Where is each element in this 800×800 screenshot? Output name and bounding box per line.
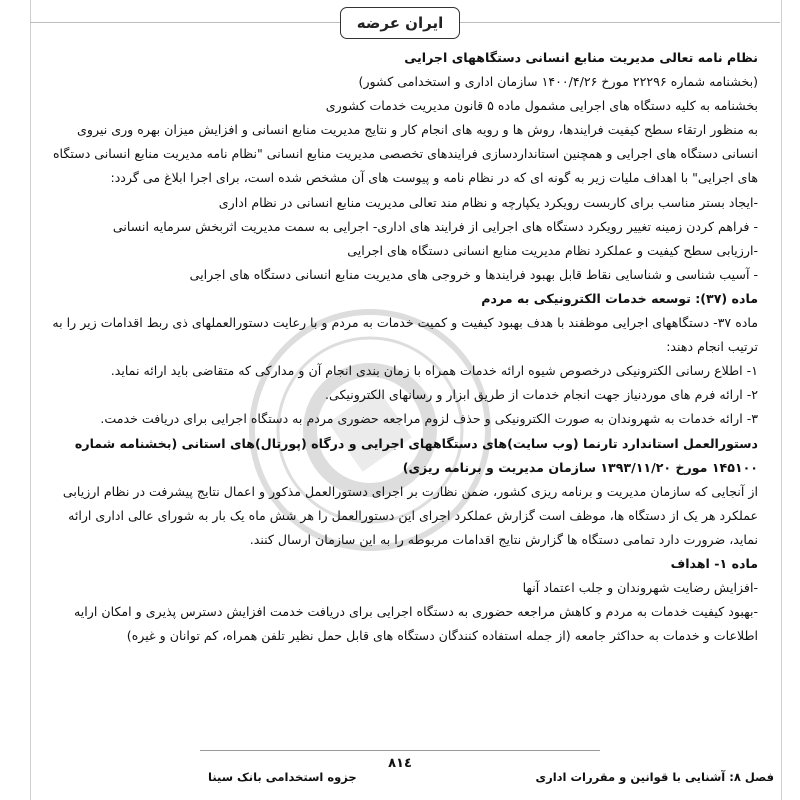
standard-heading: دستورالعمل استاندارد تارنما (وب سایت)های دستگاههای اجرایی و درگاه (پورتال)های استانی (بخشنامه شماره ۱۴۵۱۰۰ مورخ ۱۳۹۳/۱۱/۲۰ سازمان مدیریت و برنامه ریزی) (74, 435, 758, 475)
page-number: ۸۱٤ (388, 756, 412, 771)
article1-item: -افزایش رضایت شهروندان و جلب اعتماد آنها (522, 580, 758, 596)
article37-item: ۱- اطلاع رسانی الکترونیکی درخصوص شیوه ارائه خدمات همراه با زمان بندی انجام آن و مدارکی که متقاضی باید ارائه نماید. (110, 363, 758, 379)
footer-chapter: فصل ۸: آشنایی با قوانین و مقررات اداری (535, 770, 774, 784)
article37-heading: ماده (۳۷): توسعه خدمات الکترونیکی به مردم (481, 290, 758, 306)
doc-recipient: بخشنامه به کلیه دستگاه های اجرایی مشمول ماده ۵ قانون مدیریت خدمات کشوری (325, 98, 758, 114)
goal-item: - آسیب شناسی و شناسایی نقاط قابل بهبود فرایندها و خروجی های مدیریت منابع انسانی دستگاه های اجرایی (189, 266, 758, 282)
article37-item: ۲- ارائه فرم های موردنیاز جهت انجام خدمات از طریق ابزار و رسانهای الکترونیکی. (324, 387, 758, 403)
goal-item: - فراهم کردن زمینه تغییر رویکرد دستگاه های اجرایی از فرایند های اداری- اجرایی به سمت مدیریت اثربخش سرمایه انسانی (112, 218, 758, 234)
article1-item: -بهبود کیفیت خدمات به مردم و کاهش مراجعه حضوری به دستگاه اجرایی برای دریافت خدمت افزایش دسترس پذیری و امکان ارایه اطلاعات و خدمات به حداکثر جامعه (از جمله استفاده کنندگان دستگاه های قابل حمل نظیر تلفن همراه، کم توانان و غیره) (74, 604, 758, 644)
footer-rule (200, 750, 600, 751)
standard-body: از آنجایی که سازمان مدیریت و برنامه ریزی کشور، ضمن نظارت بر اجرای دستورالعمل مذکور و اعمال نتایج پیشرفت در نظام ارزیابی عملکرد هر یک از دستگاه ها، موظف است گزارش عملکرد اجرای این دستورالعمل را هر شش ماه یک بار به شورای عالی اداری ارائه نماید، ضرورت دارد تمامی دستگاه ها گزارش نتایج اقدامات مربوطه را به این سازمان ارسال کنند. (62, 483, 758, 547)
doc-intro: به منظور ارتقاء سطح کیفیت فرایندها، روش ها و رویه های انجام کار و نتایج مدیریت منابع انسانی و افزایش میزان بهره وری نیروی انسانی دستگاه های اجرایی و همچنین استانداردسازی فرایندهای تخصصی مدیریت منابع انسانی "نظام نامه مدیریت منابع انسانی دستگاه های اجرایی" با اهداف ملیات زیر به گونه ای که در نظام نامه و پیوست های آن مشخص شده است، برای اجرا ابلاغ می گردد: (52, 122, 758, 186)
brand-logo (340, 7, 460, 39)
doc-reference: (بخشنامه شماره ۲۲۲۹۶ مورخ ۱۴۰۰/۴/۲۶ سازمان اداری و استخدامی کشور) (358, 74, 758, 90)
article37-body: ماده ۳۷- دستگاههای اجرایی موظفند با هدف بهبود کیفیت و کمیت خدمات به مردم و با رعایت دستورالعملهای ذی ربط اقدامات زیر را به ترتیب انجام دهند: (52, 315, 758, 355)
document-body (42, 46, 758, 648)
article1-heading: ماده ۱- اهداف (670, 555, 758, 571)
goal-item: -ایجاد بستر مناسب برای کاربست رویکرد یکپارچه و نظام مند تعالی مدیریت منابع انسانی در نظام اداری (218, 194, 758, 210)
brand-logo-text: ایران عرضه (356, 14, 444, 32)
footer-book-title: جزوه استخدامی بانک سینا (208, 770, 357, 784)
doc-title: نظام نامه تعالی مدیریت منابع انسانی دستگاههای اجرایی (404, 50, 758, 65)
article37-item: ۳- ارائه خدمات به شهروندان به صورت الکترونیکی و حذف لزوم مراجعه حضوری مردم به دستگاه اجرایی برای دریافت خدمت. (100, 411, 758, 427)
goal-item: -ارزیابی سطح کیفیت و عملکرد نظام مدیریت منابع انسانی دستگاه های اجرایی (347, 242, 758, 258)
